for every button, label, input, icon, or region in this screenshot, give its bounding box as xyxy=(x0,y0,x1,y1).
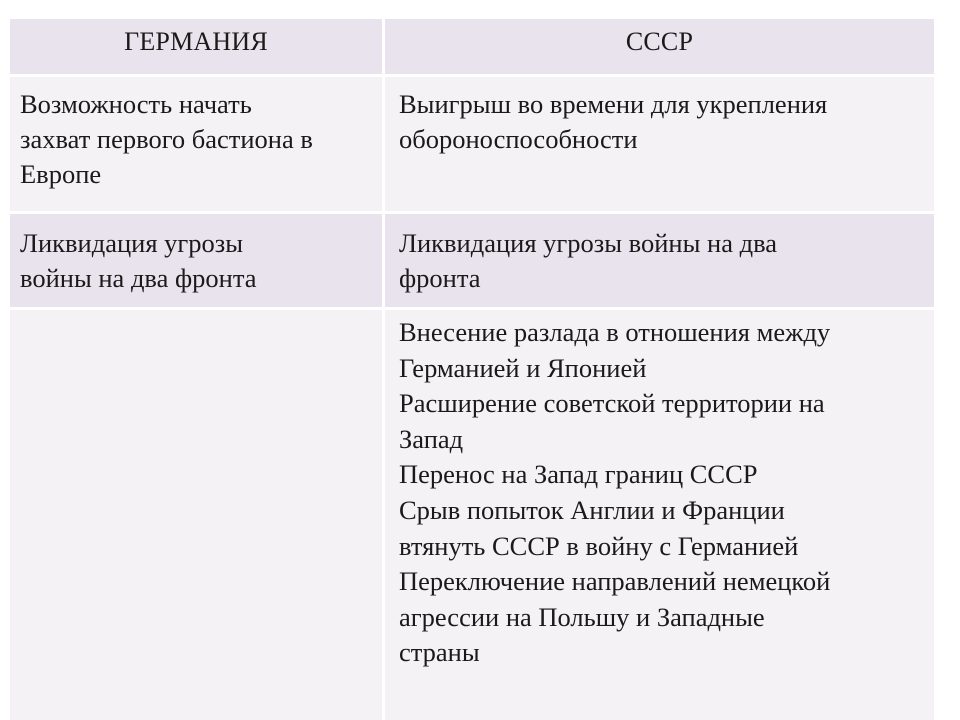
row2-germany-line: войны на два фронта xyxy=(20,263,257,293)
ussr-benefit-item xyxy=(399,493,924,564)
ussr-benefit-line: агрессии на Польшу и Западные xyxy=(399,601,765,632)
row2-ussr-cell xyxy=(385,214,934,310)
header-ussr xyxy=(385,19,934,77)
row1-ussr-cell xyxy=(385,77,934,214)
ussr-benefit-item xyxy=(399,564,924,671)
ussr-benefit-line: Перенос на Запад границ СССР xyxy=(399,459,758,490)
ussr-benefit-line: Расширение советской территории на xyxy=(399,388,825,419)
row2-germany-line: Ликвидация угрозы xyxy=(20,228,244,258)
ussr-benefit-line: Срыв попыток Англии и Франции xyxy=(399,494,785,525)
row3-ussr-cell xyxy=(385,310,934,720)
row1-germany-line: Европе xyxy=(20,159,102,189)
ussr-benefit-line: Запад xyxy=(399,423,464,454)
header-germany xyxy=(10,19,385,77)
row1-germany-cell xyxy=(10,77,385,214)
ussr-benefit-item xyxy=(399,457,924,493)
comparison-table xyxy=(10,19,934,720)
row1-germany-line: Возможность начать xyxy=(20,89,252,119)
row3-germany-cell xyxy=(10,310,385,720)
ussr-benefit-line: страны xyxy=(399,637,480,668)
header-ussr-label: СССР xyxy=(625,27,694,56)
row2-ussr-line: Ликвидация угрозы войны на два xyxy=(399,228,778,258)
header-germany-label: ГЕРМАНИЯ xyxy=(124,27,268,56)
row2-germany-cell xyxy=(10,214,385,310)
ussr-benefit-item xyxy=(399,315,924,386)
row1-ussr-line: Выигрыш во времени для укрепления xyxy=(399,89,828,119)
ussr-benefit-line: Германией и Японией xyxy=(399,352,647,383)
row1-ussr-line: обороноспособности xyxy=(399,124,638,154)
row2-ussr-line: фронта xyxy=(399,263,481,293)
row1-germany-line: захват первого бастиона в xyxy=(20,124,313,154)
ussr-benefit-item xyxy=(399,386,924,457)
ussr-benefit-line: втянуть СССР в войну с Германией xyxy=(399,530,799,561)
ussr-benefit-line: Переключение направлений немецкой xyxy=(399,566,831,597)
ussr-benefit-line: Внесение разлада в отношения между xyxy=(399,317,831,347)
